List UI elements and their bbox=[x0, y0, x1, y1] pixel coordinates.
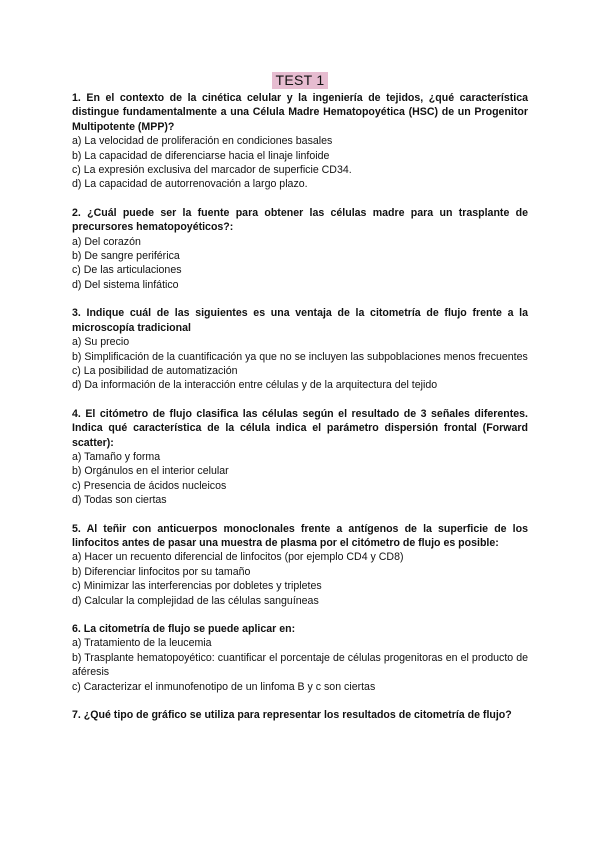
option-c: c) De las articulaciones bbox=[72, 264, 182, 277]
option-a: a) La velocidad de proliferación en condiciones basales bbox=[72, 135, 333, 148]
option-a: a) Del corazón bbox=[72, 235, 141, 248]
question-3 bbox=[72, 306, 528, 392]
option-d: d) Calcular la complejidad de las células sanguíneas bbox=[72, 594, 319, 607]
option-b: b) Trasplante hematopoyético: cuantificar el porcentaje de células progenitoras en el producto de aféresis bbox=[72, 651, 528, 679]
option-d: d) Del sistema linfático bbox=[72, 278, 179, 291]
option-b: b) La capacidad de diferenciarse hacia el linaje linfoide bbox=[72, 149, 330, 162]
question-5 bbox=[72, 522, 528, 608]
question-text: 4. El citómetro de flujo clasifica las células según el resultado de 3 señales diferentes. Indica qué característica de la célula indica el parámetro dispersión frontal (Forward scatter): bbox=[72, 407, 528, 449]
test-title: TEST 1 bbox=[272, 72, 327, 89]
document-page bbox=[72, 72, 528, 736]
option-b: b) Diferenciar linfocitos por su tamaño bbox=[72, 565, 251, 578]
option-a: a) Tratamiento de la leucemia bbox=[72, 637, 212, 650]
option-a: a) Tamaño y forma bbox=[72, 450, 161, 463]
option-b: b) De sangre periférica bbox=[72, 250, 180, 263]
option-d: d) Da información de la interacción entre células y de la arquitectura del tejido bbox=[72, 379, 438, 392]
question-4 bbox=[72, 407, 528, 508]
option-d: d) La capacidad de autorrenovación a largo plazo. bbox=[72, 178, 308, 191]
question-text: 6. La citometría de flujo se puede aplicar en: bbox=[72, 623, 296, 635]
title-container bbox=[72, 72, 528, 89]
question-6 bbox=[72, 622, 528, 694]
option-c: c) Caracterizar el inmunofenotipo de un linfoma B y c son ciertas bbox=[72, 680, 376, 693]
question-2 bbox=[72, 206, 528, 292]
option-b: b) Simplificación de la cuantificación ya que no se incluyen las subpoblaciones menos frecuentes bbox=[72, 350, 528, 363]
question-text: 3. Indique cuál de las siguientes es una ventaja de la citometría de flujo frente a la microscopía tradicional bbox=[72, 307, 528, 334]
question-text: 2. ¿Cuál puede ser la fuente para obtener las células madre para un trasplante de precursores hematopoyéticos?: bbox=[72, 206, 528, 234]
option-d: d) Todas son ciertas bbox=[72, 494, 167, 507]
question-text: 1. En el contexto de la cinética celular y la ingeniería de tejidos, ¿qué característica distingue fundamentalmente a una Célula Madre Hematopoyética (HSC) de un Progenitor Multipotente (MPP)? bbox=[72, 92, 528, 133]
option-c: c) Presencia de ácidos nucleicos bbox=[72, 479, 227, 492]
option-a: a) Su precio bbox=[72, 336, 130, 349]
option-c: c) Minimizar las interferencias por dobletes y tripletes bbox=[72, 580, 322, 593]
option-b: b) Orgánulos en el interior celular bbox=[72, 465, 229, 478]
option-c: c) La expresión exclusiva del marcador de superficie CD34. bbox=[72, 164, 352, 177]
option-c: c) La posibilidad de automatización bbox=[72, 364, 238, 377]
option-a: a) Hacer un recuento diferencial de linfocitos (por ejemplo CD4 y CD8) bbox=[72, 551, 404, 564]
question-1 bbox=[72, 91, 528, 192]
question-text: 7. ¿Qué tipo de gráfico se utiliza para representar los resultados de citometría de flujo? bbox=[72, 709, 512, 722]
question-7 bbox=[72, 708, 528, 722]
question-text: 5. Al teñir con anticuerpos monoclonales frente a antígenos de la superficie de los linfocitos antes de pasar una muestra de plasma por el citómetro de flujo es posible: bbox=[72, 522, 528, 549]
